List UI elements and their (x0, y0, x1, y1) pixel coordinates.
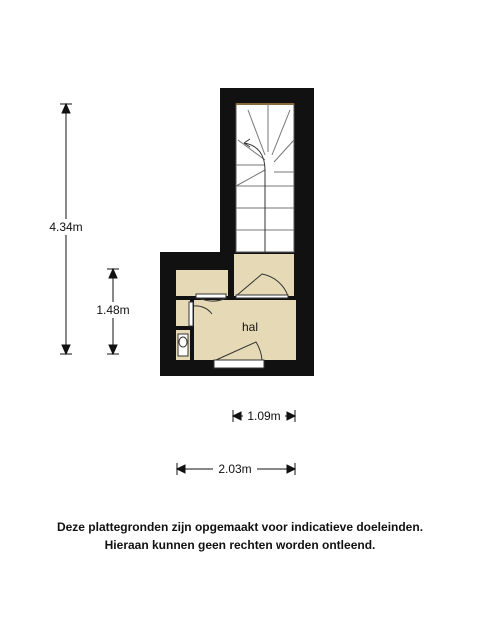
disclaimer-line-1: Deze plattegronden zijn opgemaakt voor indicatieve doeleinden. (56, 520, 424, 534)
dimension-label-upper-width: 1.09m (247, 409, 281, 423)
toilet-icon (178, 334, 188, 356)
staircase (236, 104, 294, 252)
dimension-label-total-height: 4.34m (49, 220, 83, 234)
room-label-hal: hal (241, 320, 259, 334)
disclaimer (0, 518, 480, 554)
dimension-label-total-width: 2.03m (218, 462, 252, 476)
disclaimer-line-2: Hieraan kunnen geen rechten worden ontleend. (104, 538, 376, 552)
dimension-label-lower-height: 1.48m (96, 303, 130, 317)
